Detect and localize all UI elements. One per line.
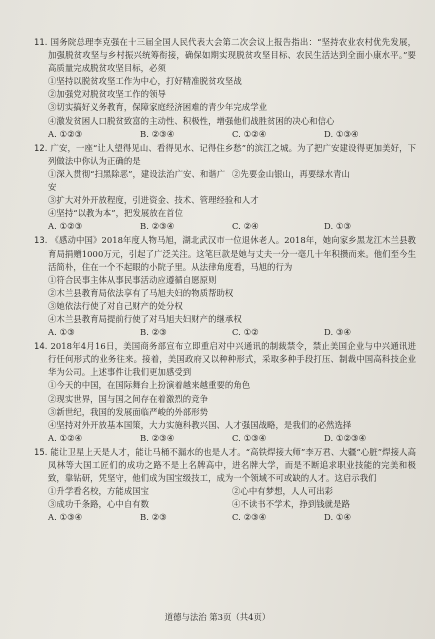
statement: ④不读书不学术，挣到钱就是路 — [232, 499, 350, 510]
choice-b: B. ②③ — [140, 512, 167, 523]
statement: ②现实世界，国与国之间存在着激烈的竞争 — [48, 393, 209, 404]
answer-choices — [34, 511, 416, 524]
choice-a: A. ①②③ — [48, 128, 83, 139]
question-number: 13. — [34, 235, 48, 246]
choice-a: A. ①③ — [48, 327, 75, 338]
choice-d: D. ①④ — [324, 512, 352, 523]
choice-b: B. ②③④ — [140, 128, 175, 139]
statement: ④激发贫困人口脱贫致富的主动性、积极性，增强他们战胜贫困的决心和信心 — [48, 115, 335, 126]
choice-b: B. ②③④ — [140, 432, 175, 443]
question-15 — [34, 446, 416, 525]
statement: ①今天的中国，在国际舞台上扮演着越来越重要的角色 — [48, 380, 251, 391]
question-12 — [34, 142, 416, 234]
choice-d: D. ①③ — [324, 221, 352, 232]
choice-c: C. ①③④ — [232, 432, 267, 443]
answer-choices — [34, 220, 416, 233]
choice-d: D. ①③④ — [324, 128, 359, 139]
statement: ①坚持以脱贫攻坚工作为中心，打好精准脱贫攻坚战 — [48, 76, 242, 87]
choice-c: C. ②④ — [232, 221, 259, 232]
statement: ④坚持“以教为本”，把发展放在首位 — [48, 208, 184, 219]
question-number: 11. — [34, 37, 48, 47]
choice-c: C. ①② — [232, 327, 259, 338]
question-stem: 广安，一座“让人望得见山、看得见水、记得住乡愁”的滨江之城。为了把广安建设得更加美好，下列做法中你认为正确的是 — [48, 142, 416, 166]
question-stem: 能让卫星上天是人才，能让马桶不漏水的也是人才。“高铁焊接大师”李万君、大疆“心脏”焊接人高凤林等大国工匠们的成功之路不是上名牌高中，进名牌大学，而是不断追求职业技能的完美和极致，靠钻研，凭坚守，他们成为国宝级技工，成为一个领域不可或缺的人才。这启示我们 — [48, 446, 416, 484]
question-11 — [34, 36, 416, 141]
question-stem: 《感动中国》2018年度人物马旭，湖北武汉市一位退休老人。2018年，她向家乡黑龙江木兰县教育局捐赠1000万元，引起了广泛关注。这笔巨款是她与丈夫一分一毫几十年积攒而来。他们至今生活简朴，住在一个不起眼的小院子里。从法律角度看，马旭的行为 — [48, 235, 416, 272]
statement: ②先要金山银山，再要绿水青山 — [232, 168, 350, 179]
choice-a: A. ①②④ — [48, 432, 83, 443]
choice-b: B. ②③ — [140, 327, 167, 338]
question-number: 14. — [34, 341, 48, 352]
choice-c: C. ①②④ — [232, 128, 267, 139]
statement: ①深入贯彻“扫黑除恶”，建设法治广安、和谐广安 — [48, 168, 226, 193]
statement: ④坚持对外开放基本国策，大力实施科教兴国、人才强国战略，是我们的必然选择 — [48, 419, 352, 430]
questions — [34, 36, 416, 525]
choice-d: D. ③④ — [324, 327, 352, 338]
answer-choices — [34, 326, 416, 339]
question-stem: 2018年4月16日，美国商务部宣布立即重启对中兴通讯的制裁禁令，禁止美国企业与中兴通讯进行任何形式的业务往来。接着，美国政府又以种种形式，采取多种手段打压、制裁中国高科技企业华为公司。上述事件让我们更加感受到 — [48, 341, 416, 378]
statement: ②加强党对脱贫攻坚工作的领导 — [48, 89, 166, 100]
statement: ①升学看名校，方能成国宝 — [48, 486, 150, 497]
statement: ②心中有梦想，人人可出彩 — [232, 486, 334, 497]
statement: ③她依法行使了对自己财产的处分权 — [48, 300, 183, 311]
statement: ③成功千条路，心中自有数 — [48, 499, 150, 510]
answer-choices — [34, 128, 416, 141]
page-footer: 道德与法治 第3页（共4页） — [164, 612, 271, 622]
statement: ③扩大对外开放程度，引进资金、技术、管理经验和人才 — [48, 195, 259, 206]
statement: ①符合民事主体从事民事活动应遵循自愿原则 — [48, 274, 217, 285]
question-number: 15. — [34, 446, 48, 457]
choice-c: C. ②③④ — [232, 512, 267, 523]
statement: ②木兰县教育局依法享有了马旭夫妇的物质帮助权 — [48, 287, 234, 298]
question-stem: 国务院总理李克强在十三届全国人民代表大会第二次会议上报告指出：“坚持农业农村优先发展，加强脱贫攻坚与乡村振兴统筹衔接，确保如期实现脱贫攻坚目标、农民生活达到全面小康水平。”要高质量完成脱贫攻坚目标，必须 — [48, 37, 416, 74]
choice-b: B. ②③④ — [140, 221, 175, 232]
answer-choices — [34, 432, 416, 445]
question-14 — [34, 340, 416, 445]
statement: ③切实搞好义务教育，保障家庭经济困难的青少年完成学业 — [48, 102, 268, 113]
question-number: 12. — [34, 142, 48, 153]
choice-a: A. ①③④ — [48, 512, 83, 523]
question-13 — [34, 234, 416, 339]
choice-d: D. ①②③④ — [324, 432, 367, 443]
statement: ④木兰县教育局提前行使了对马旭夫妇财产的继承权 — [48, 313, 242, 324]
statement: ③新世纪，我国的发展面临严峻的外部形势 — [48, 406, 209, 417]
choice-a: A. ①②③ — [48, 221, 83, 232]
